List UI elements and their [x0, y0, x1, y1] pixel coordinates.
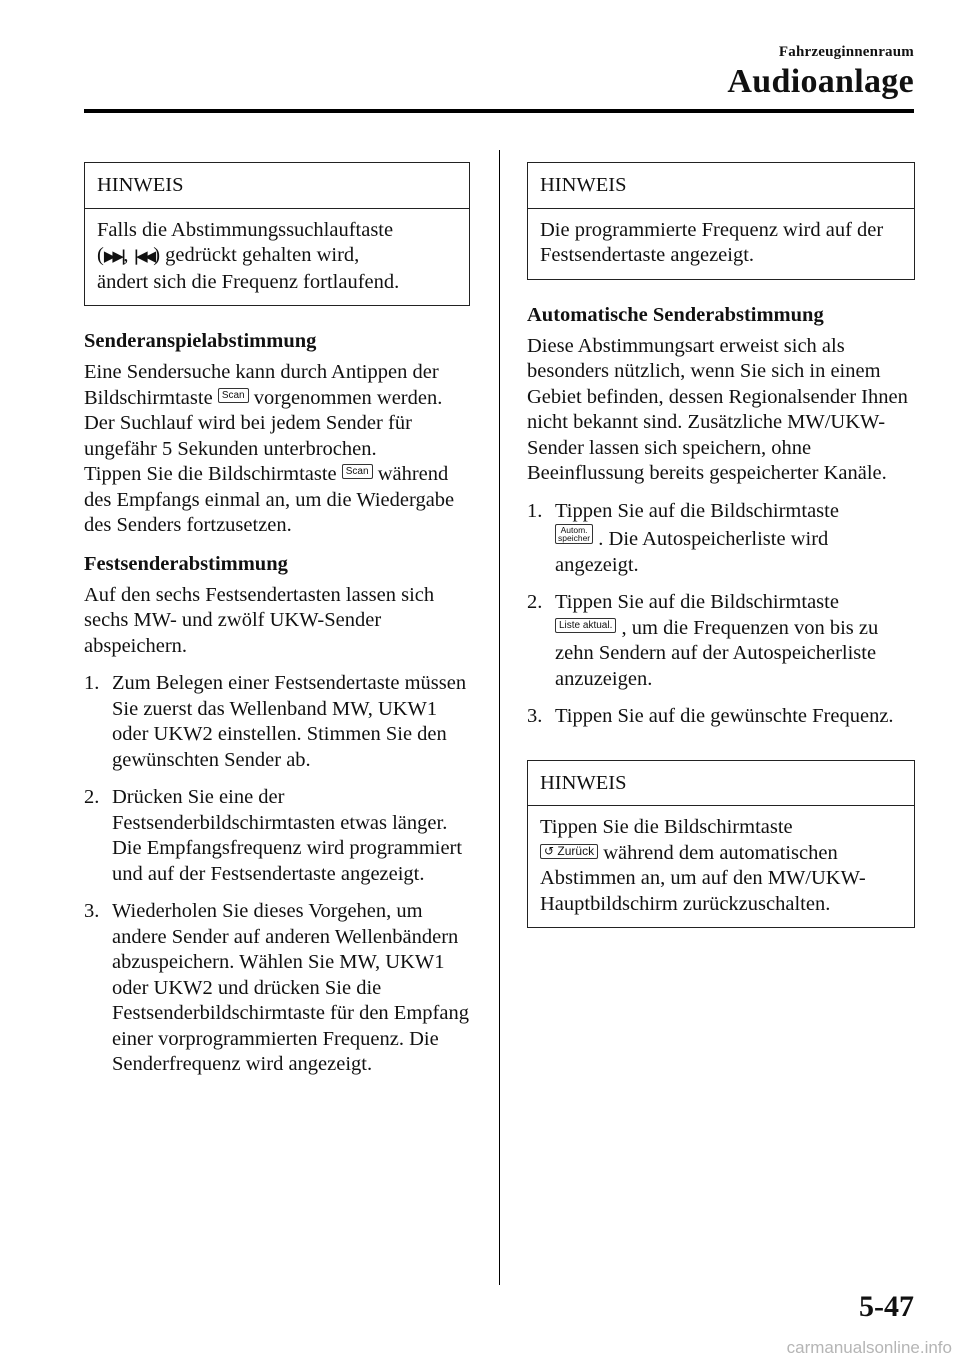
paragraph-scan-1: Eine Sendersuche kann durch Antippen der Bildschirmtaste Scan vorgenommen werden. Der Suchlauf wird bei jedem Sender für ungefähr 5 Sekunden unterbrochen. Tippen Sie die Bildschirmtaste Scan während des Empfangs einmal an, um die Wiedergabe des Senders fortzusetzen.	[84, 361, 455, 536]
track-up-icon: ▶▶|	[103, 247, 124, 265]
paragraph-auto: Diese Abstimmungsart erweist sich als besonders nützlich, wenn Sie sich in einem Gebiet befinden, dessen Regionalsender Ihnen nicht bekannt sind. Zusätzliche MW/UKW-Sender lassen sich speichern, ohne Beeinflussung bereits gespeicherter Kanäle.	[527, 334, 908, 484]
note-title: HINWEIS	[528, 761, 914, 807]
left-column	[84, 162, 470, 1090]
list-item: 1. Zum Belegen einer Festsendertaste müssen Sie zuerst das Wellenband MW, UKW1 oder UKW2 einstellen. Stimmen Sie den gewünschten Sender ab.	[84, 672, 467, 771]
list-item: 3. Wiederholen Sie dieses Vorgehen, um andere Sender auf anderen Wellenbändern abzuspeichern. Wählen Sie MW, UKW1 oder UKW2 und drücken Sie die Festsenderbildschirmtaste für den Empfang einer vorprogrammierten Frequenz. Die Senderfrequenz wird angezeigt.	[84, 900, 469, 1075]
paragraph-preset: Auf den sechs Festsendertasten lassen sich sechs MW- und zwölf UKW-Sender abspeichern.	[84, 583, 435, 657]
note-body: Tippen Sie die Bildschirmtaste ↺ Zurück während dem automatischen Abstimmen an, um auf den MW/UKW-Hauptbildschirm zurückzuschalten.	[540, 816, 866, 915]
scan-key-icon: Scan	[342, 464, 373, 479]
auto-steps-list	[527, 499, 915, 730]
note-box-preset	[527, 162, 915, 280]
scan-key-icon: Scan	[218, 388, 249, 403]
page-header	[727, 44, 914, 101]
right-column	[527, 162, 915, 950]
note-box-back	[527, 760, 915, 929]
heading-preset-tuning: Festsenderabstimmung	[84, 552, 288, 575]
chapter-title: Fahrzeuginnenraum	[778, 44, 914, 60]
note-box-seek	[84, 162, 470, 306]
section-title: Audioanlage	[727, 63, 914, 100]
heading-scan-tuning: Senderanspielabstimmung	[84, 330, 317, 352]
note-body: Die programmierte Frequenz wird auf der Festsendertaste angezeigt.	[540, 218, 884, 266]
column-divider	[499, 150, 500, 1285]
list-item: 2. Drücken Sie eine der Festsenderbildschirmtasten etwas länger. Die Empfangsfrequenz wird programmiert und auf der Festsendertaste angezeigt.	[84, 786, 463, 885]
page-number: 5-47	[859, 1290, 914, 1323]
liste-aktual-key-icon: Liste aktual.	[555, 618, 616, 633]
track-down-icon: |◀◀	[133, 247, 154, 265]
note-body: Falls die Abstimmungssuchlauftaste (▶▶|, |◀◀) gedrückt gehalten wird, ändert sich die Frequenz fortlaufend.	[97, 218, 400, 293]
list-item: 2. Tippen Sie auf die Bildschirmtaste Liste aktual. , um die Frequenzen von bis zu zehn Sendern auf der Autospeicherliste anzuzeigen.	[527, 591, 879, 690]
list-item: 3. Tippen Sie auf die gewünschte Frequenz.	[527, 705, 894, 727]
note-title: HINWEIS	[528, 163, 914, 209]
note-title: HINWEIS	[85, 163, 469, 209]
header-rule	[84, 109, 914, 113]
zurueck-key-icon: ↺ Zurück	[540, 844, 598, 859]
preset-steps-list	[84, 671, 470, 1078]
autom-speicher-key-icon: Autom. speicher	[555, 524, 593, 544]
heading-auto-tuning: Automatische Senderabstimmung	[527, 303, 824, 326]
list-item: 1. Tippen Sie auf die Bildschirmtaste Autom. speicher . Die Autospeicherliste wird angezeigt.	[527, 499, 839, 576]
watermark: carmanualsonline.info	[786, 1338, 952, 1357]
